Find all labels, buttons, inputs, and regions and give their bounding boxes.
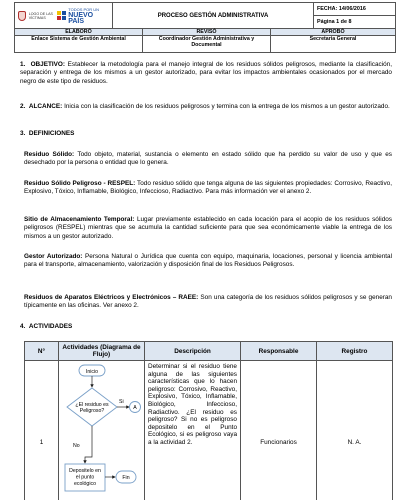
start-label: Inicio bbox=[85, 368, 99, 375]
definition-term: Residuos de Aparatos Eléctricos y Electrónicos – RAEE: bbox=[24, 294, 199, 301]
activity-responsible: Funcionarios bbox=[241, 361, 317, 500]
activities-table bbox=[24, 341, 393, 500]
value-elaboro: Enlace Sistema de Gestión Ambiental bbox=[15, 36, 143, 53]
definition-text: Persona Natural o Jurídica que cuenta con equipo, maquinaria, locaciones, personal y licencia ambiental para el transporte, almacenamiento, valorización y disposición final de los Residuos Peligrosos. bbox=[24, 253, 392, 269]
definition-item bbox=[24, 151, 392, 168]
section-scope bbox=[20, 103, 392, 111]
definition-term: Gestor Autorizado: bbox=[24, 253, 83, 260]
decision-label-line1: ¿El residuo es bbox=[75, 402, 109, 408]
label-aprobo: APROBÓ bbox=[271, 29, 396, 36]
brand-main-text: NUEVO PAÍS bbox=[68, 11, 94, 25]
objective-title: OBJETIVO: bbox=[30, 61, 66, 68]
scope-title: ALCANCE: bbox=[28, 103, 63, 110]
deposit-label-line3: ecológico bbox=[74, 481, 96, 487]
col-header-number: N° bbox=[25, 342, 59, 361]
value-aprobo: Secretaria General bbox=[271, 36, 396, 53]
col-header-record: Registro bbox=[317, 342, 393, 361]
brand-logo bbox=[57, 7, 109, 25]
scope-number: 2. bbox=[20, 103, 26, 110]
objective-number: 1. bbox=[20, 61, 26, 68]
brand-top-text: TODOS POR UN bbox=[68, 6, 100, 12]
flow-diagram-cell bbox=[59, 361, 145, 500]
objective-text: Establecer la metodología para el manejo integral de los residuos sólidos peligrosos, mediante la clasificación, separación y entrega de los mismos a un gestor autorizado, para evitar los impactos ambientales ocasionados por el mercado negro de este tipo de residuos. bbox=[20, 61, 392, 85]
document-header bbox=[14, 2, 396, 29]
connector-label: A bbox=[133, 405, 137, 411]
section-definitions-heading bbox=[20, 130, 392, 138]
yes-label: Si bbox=[119, 399, 124, 405]
definitions-number: 3. bbox=[20, 130, 26, 137]
deposit-label-line2: el punto bbox=[75, 474, 95, 481]
document-date: FECHA: 14/06/2016 bbox=[314, 3, 396, 16]
col-header-responsible: Responsable bbox=[241, 342, 317, 361]
logo-area bbox=[15, 3, 113, 29]
decision-label-line2: Peligroso? bbox=[79, 408, 105, 414]
signature-table bbox=[14, 28, 396, 53]
value-reviso: Coordinador Gestión Administrativa y Documental bbox=[143, 36, 271, 53]
col-header-description: Descripción bbox=[145, 342, 241, 361]
definition-term: Residuo Sólido: bbox=[24, 151, 75, 158]
label-reviso: REVISÓ bbox=[143, 29, 271, 36]
table-row bbox=[25, 361, 393, 500]
definition-text: Todo objeto, material, sustancia o elemento en estado sólido que ha perdido su valor de uso y que es desechado por la persona o entidad que lo genera. bbox=[24, 151, 392, 167]
no-label: No bbox=[73, 443, 80, 449]
activities-title: ACTIVIDADES bbox=[28, 323, 73, 330]
org-small-label: LOGO DE LAS VÍCTIMAS bbox=[28, 11, 53, 20]
col-header-flow: Actividades (Diagrama de Flujo) bbox=[59, 342, 145, 361]
definition-item bbox=[24, 294, 392, 311]
flowchart bbox=[59, 361, 145, 500]
section-objective bbox=[20, 61, 392, 86]
section-activities-heading bbox=[20, 323, 392, 331]
definition-text: Son una categoría de los residuos sólidos peligrosos y se generan típicamente en las oficinas. Ver anexo 2. bbox=[24, 294, 392, 310]
victims-seal-icon bbox=[18, 11, 26, 21]
flow-arrow bbox=[85, 426, 92, 463]
definition-item bbox=[24, 216, 392, 241]
definition-text: Todo residuo sólido que tenga alguna de las siguientes propiedades: Corrosivo, Reactivo, Explosivo, Tóxico, Inflamable, Biológico, Infeccioso, Radiactivo. Para más información ver el anexo 2. bbox=[24, 180, 392, 196]
definition-term: Sitio de Almacenamiento Temporal: bbox=[24, 216, 135, 223]
activity-description: Determinar si el residuo tiene alguna de las siguientes características que lo hacen peligroso: Corrosivo, Reactivo, Explosivo, Tóxico, Inflamable, Biológico, Infeccioso, Radiactivo. ¿El residuo es peligroso? Si no es peligroso depositelo en el Punto Ecológico, si es peligroso vaya a la actividad 2. bbox=[145, 361, 241, 500]
deposit-label-line1: Depositelo en bbox=[69, 468, 101, 474]
definition-item bbox=[24, 253, 392, 270]
activity-record: N. A. bbox=[317, 361, 393, 500]
activity-number: 1 bbox=[25, 361, 59, 500]
label-elaboro: ELABORÓ bbox=[15, 29, 143, 36]
definition-term: Residuo Sólido Peligroso - RESPEL: bbox=[24, 180, 136, 187]
page-number: Página 1 de 8 bbox=[314, 16, 396, 29]
scope-text: Inicia con la clasificación de los residuos peligrosos y termina con la entrega de los mismos a un gestor autorizado. bbox=[64, 103, 390, 110]
end-label: Fin bbox=[122, 475, 130, 481]
definition-text: Lugar previamente establecido en cada locación para el acopio de los residuos sólidos peligrosos (RESPEL) mientras que se acumula la cantidad suficiente para que sea económicamente viable la entrega de los mismos a un gestor autorizado. bbox=[24, 216, 393, 240]
process-title: PROCESO GESTIÓN ADMINISTRATIVA bbox=[113, 3, 314, 29]
activities-number: 4. bbox=[20, 323, 26, 330]
brand-flag-icon bbox=[57, 11, 67, 21]
definitions-title: DEFINICIONES bbox=[28, 130, 75, 137]
definition-item bbox=[24, 180, 392, 197]
